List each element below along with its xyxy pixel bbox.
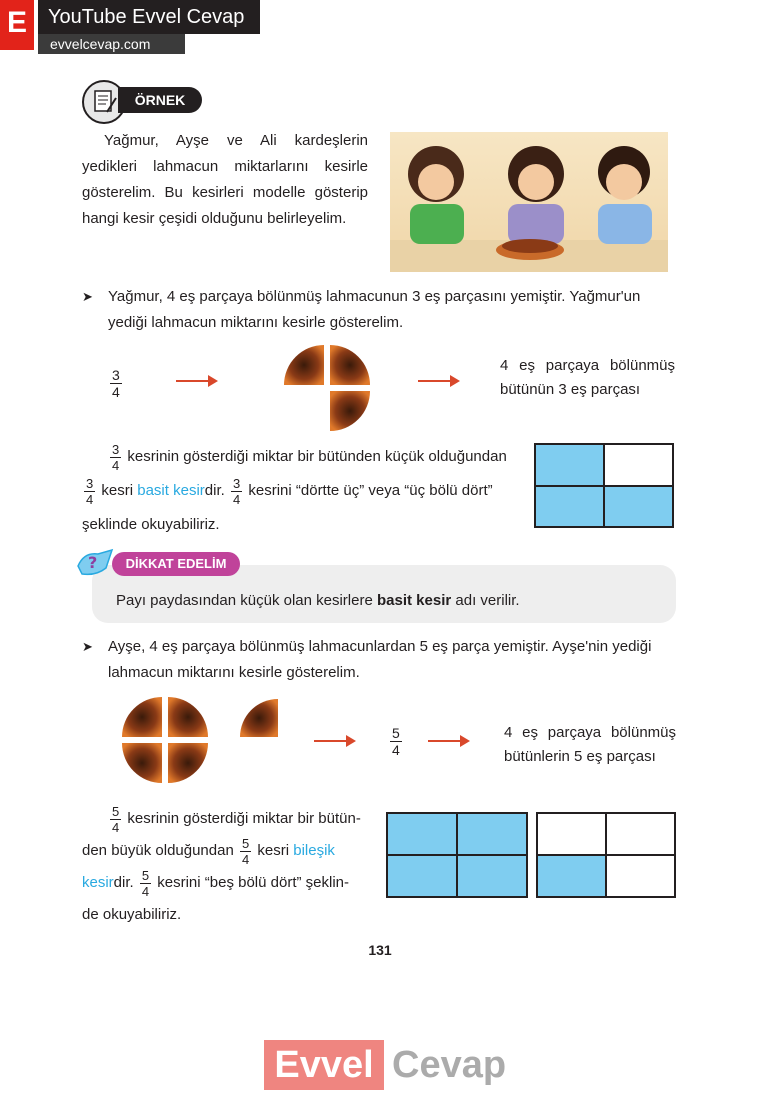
grid-cell (535, 444, 604, 486)
intro-paragraph: Yağmur, Ayşe ve Ali kardeşlerin yedikleri lahmacun miktarlarını kesirle gösterelim. Bu kesirleri modelle gösterip hangi kesir çeşidi olduğunu belirleyelim. (82, 132, 368, 227)
brand-url: evvelcevap.com (50, 36, 151, 52)
term-basit-kesir: basit kesir (137, 482, 205, 499)
fraction-3-4: $\frac{3}{4}$ (232, 475, 241, 507)
dikkat-text: Payı paydasından küçük olan kesirlere basit kesir adı verilir. (116, 592, 520, 609)
fraction-3-4: $\frac{3}{4}$ (86, 475, 94, 507)
fraction-3-4: $\frac{3}{4}$ (112, 441, 120, 473)
part1-lahmacun-pieces (280, 343, 374, 431)
brand-badge (0, 0, 34, 50)
arrow-2a (314, 740, 354, 742)
part2-result-text: 4 eş parçaya bölünmüş bütünlerin 5 eş parçası (504, 724, 676, 765)
part1-instruction: Yağmur, 4 eş parçaya bölünmüş lahmacunun 3 eş parçasını yemiştir. Yağmur'un yediği lahmacun miktarını kesirle gösterelim. (108, 288, 641, 331)
term-basit-kesir-bold: basit kesir (377, 592, 452, 609)
arrow-2b (428, 740, 468, 742)
brand-url-bar[interactable] (38, 34, 185, 54)
brand-title: YouTube Evvel Cevap (48, 6, 245, 28)
page-number: 131 (368, 942, 392, 958)
grid-cell (604, 444, 673, 486)
grid-cell (457, 813, 527, 855)
grid-cell (387, 813, 457, 855)
fraction-5-4: $\frac{5}{4}$ (141, 867, 150, 899)
dikkat-label: DİKKAT EDELİM (112, 552, 240, 576)
part1-explanation: $\frac{3}{4}$ kesrinin gösterdiği miktar bir bütünden küçük olduğundan $\frac{3}{4}$ kesri basit kesirdir. $\frac{3}{4}$ kesrini “dörtte üç” veya “üç bölü dört” şeklinde okuyabiliriz. (82, 441, 507, 533)
arrow-1b (418, 380, 458, 382)
brand-letter: E (6, 6, 27, 39)
dikkat-icon (74, 544, 116, 580)
term-bilesik: bileşik (293, 842, 335, 859)
grid-cell (457, 855, 527, 897)
svg-text:?: ? (88, 553, 98, 572)
part1-grid-model (534, 443, 674, 528)
grid-cell (387, 855, 457, 897)
grid-cell (604, 486, 673, 528)
part2-fraction: $\frac{5}{4}$ (392, 725, 400, 758)
grid-cell (537, 813, 606, 855)
footer-logo-evvel: Evvel (264, 1040, 384, 1090)
bullet-arrow-2: ➤ (82, 639, 93, 654)
footer-logo-cevap: Cevap (392, 1044, 507, 1086)
grid-cell (606, 855, 675, 897)
ornek-label: ÖRNEK (118, 87, 202, 113)
part2-grid-model-1 (386, 812, 528, 898)
part2-grid-model-2 (536, 812, 676, 898)
bullet-arrow-1: ➤ (82, 289, 93, 304)
grid-cell (535, 486, 604, 528)
part2-lahmacun-pieces (116, 694, 286, 786)
part2-instruction: Ayşe, 4 eş parçaya bölünmüş lahmacunlardan 5 eş parça yemiştir. Ayşe'nin yediği lahmacun miktarını kesirle gösterelim. (108, 638, 652, 681)
part1-fraction: $\frac{3}{4}$ (112, 367, 120, 400)
fraction-5-4: $\frac{5}{4}$ (112, 803, 120, 835)
grid-cell (606, 813, 675, 855)
arrow-1a (176, 380, 216, 382)
brand-title-bar (38, 0, 260, 34)
fraction-5-4: $\frac{5}{4}$ (241, 835, 250, 867)
grid-cell (537, 855, 606, 897)
part1-result-text: 4 eş parçaya bölünmüş bütünün 3 eş parçası (500, 357, 675, 398)
term-kesir: kesir (82, 874, 114, 891)
kids-illustration (390, 132, 668, 272)
part2-explanation: $\frac{5}{4}$ kesrinin gösterdiği miktar bir bütün- den büyük olduğundan $\frac{5}{4}$ kesri bileşik kesirdir. $\frac{5}{4}$ kesrini “beş bölü dört” şeklin- de okuyabiliriz. (82, 803, 361, 923)
